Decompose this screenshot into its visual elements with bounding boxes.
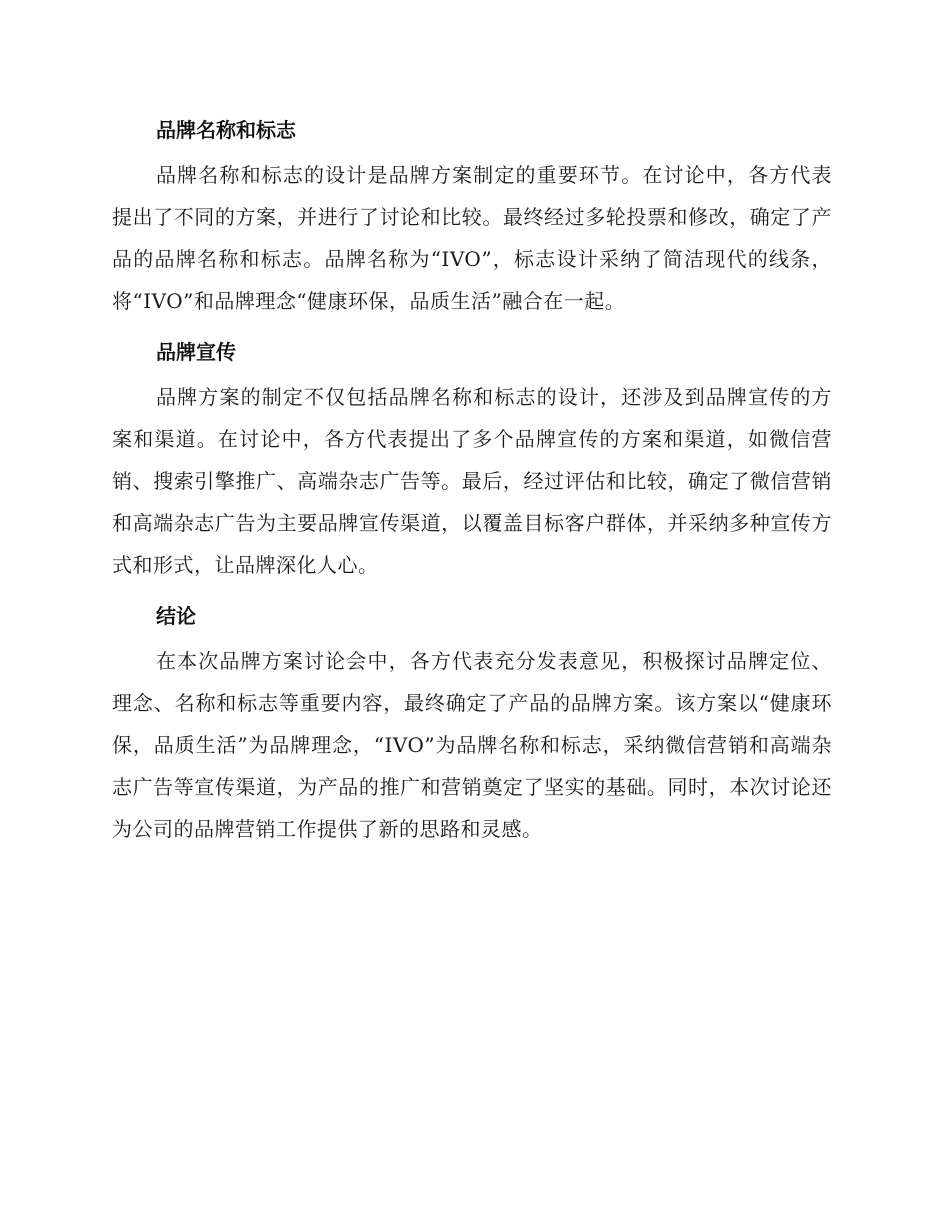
section-paragraph: 品牌方案的制定不仅包括品牌名称和标志的设计，还涉及到品牌宣传的方案和渠道。在讨论中，各方代表提出了多个品牌宣传的方案和渠道，如微信营销、搜索引擎推广、高端杂志广告等。最后，经过评估和比较，确定了微信营销和高端杂志广告为主要品牌宣传渠道，以覆盖目标客户群体，并采纳多种宣传方式和形式，让品牌深化人心。 xyxy=(112,385,832,577)
section-paragraph: 品牌名称和标志的设计是品牌方案制定的重要环节。在讨论中，各方代表提出了不同的方案，并进行了讨论和比较。最终经过多轮投票和修改，确定了产品的品牌名称和标志。品牌名称为“IVO”，标志设计采纳了简洁现代的线条，将“IVO”和品牌理念“健康环保，品质生活”融合在一起。 xyxy=(112,163,832,313)
section-brand-promotion xyxy=(112,328,832,586)
section-heading: 品牌宣传 xyxy=(156,340,236,364)
section-heading: 结论 xyxy=(156,604,196,628)
section-conclusion xyxy=(112,592,832,850)
section-heading: 品牌名称和标志 xyxy=(156,118,296,142)
section-brand-name-logo xyxy=(112,106,832,322)
section-paragraph: 在本次品牌方案讨论会中，各方代表充分发表意见，积极探讨品牌定位、理念、名称和标志等重要内容，最终确定了产品的品牌方案。该方案以“健康环保，品质生活”为品牌理念，“IVO”为品牌名称和标志，采纳微信营销和高端杂志广告等宣传渠道，为产品的推广和营销奠定了坚实的基础。同时，本次讨论还为公司的品牌营销工作提供了新的思路和灵感。 xyxy=(112,649,832,841)
document-page xyxy=(112,100,832,856)
